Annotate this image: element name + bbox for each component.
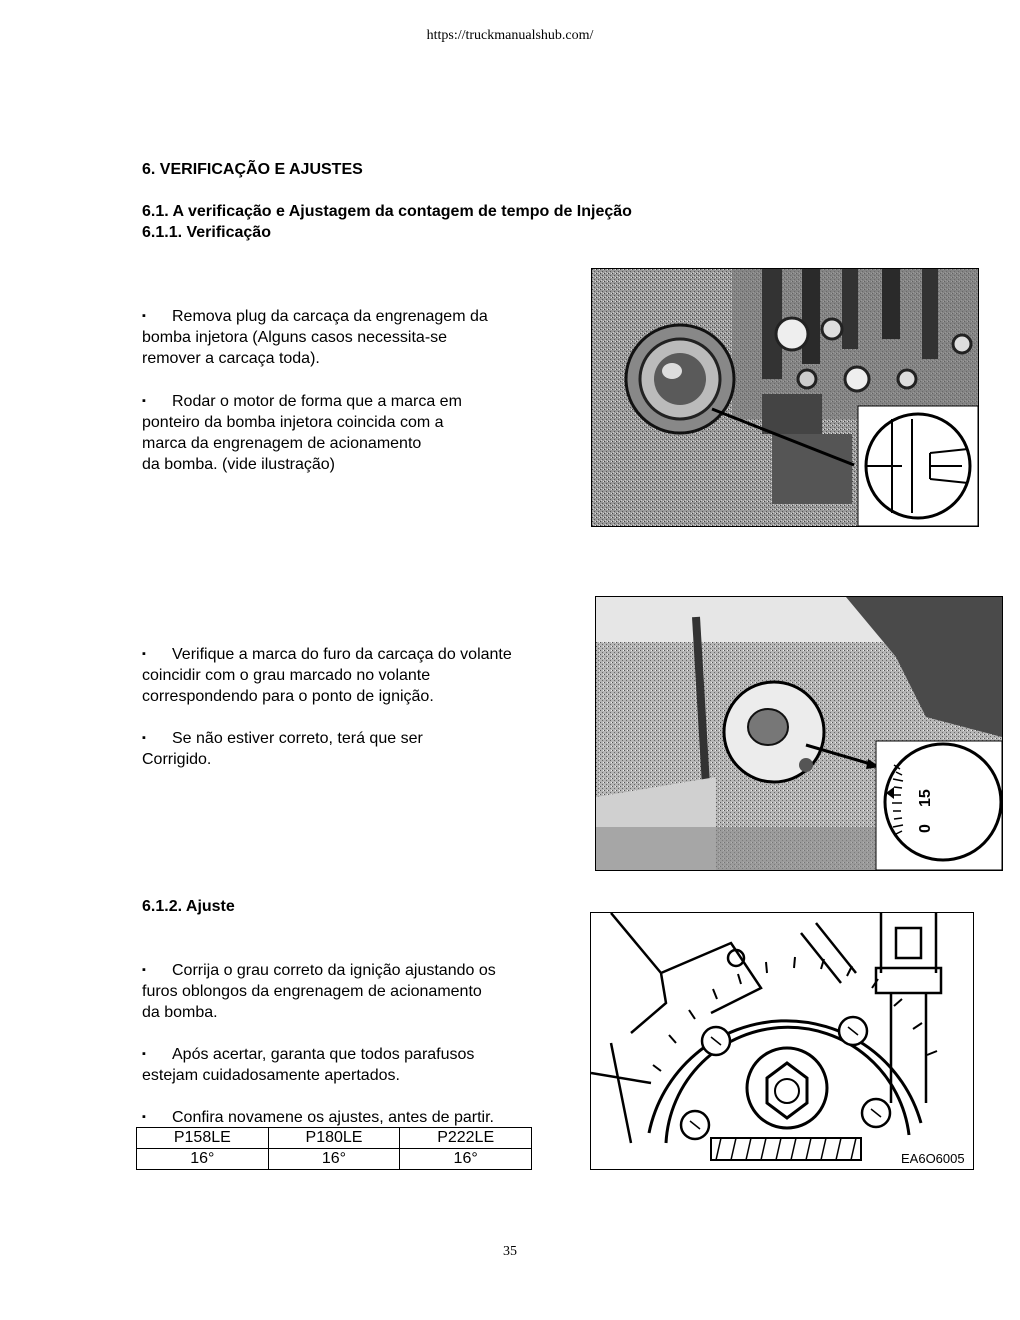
figure-pump-plug bbox=[591, 268, 979, 527]
bullet-text: Verifique a marca do furo da carcaça do volante coincidir com o grau marcado no volante correspondendo para o ponto de ignição. bbox=[142, 646, 512, 705]
header-url: https://truckmanualshub.com/ bbox=[426, 28, 594, 43]
table-header-row bbox=[137, 1128, 532, 1149]
figure-drive-gear bbox=[590, 912, 974, 1170]
verification-bullet-4 bbox=[142, 707, 423, 770]
figure-code: EA6O6005 bbox=[901, 1151, 965, 1166]
page-number: 35 bbox=[503, 1244, 517, 1259]
bullet-marker: ▪ bbox=[142, 395, 146, 407]
scale-label-0: 0 bbox=[917, 824, 934, 833]
bullet-marker: ▪ bbox=[142, 732, 146, 744]
bullet-marker: ▪ bbox=[142, 310, 146, 322]
table-cell: 16° bbox=[268, 1149, 400, 1170]
bullet-text: Rodar o motor de forma que a marca em ponteiro da bomba injetora coincida com a marca da engrenagem de acionamento da bomba. (vide ilustração) bbox=[142, 393, 462, 473]
subsubsection-title: 6.1.1. Verificação bbox=[142, 224, 271, 241]
adjust-bullet-2 bbox=[142, 1023, 474, 1086]
pump-plug-illustration bbox=[592, 269, 978, 526]
bullet-text: Confira novamene os ajustes, antes de partir. bbox=[172, 1109, 494, 1126]
table-cell: 16° bbox=[400, 1149, 532, 1170]
adjust-bullet-3 bbox=[142, 1086, 494, 1128]
timing-table bbox=[136, 1127, 532, 1170]
verification-bullet-3 bbox=[142, 623, 512, 707]
bullet-text: Corrija o grau correto da ignição ajustando os furos oblongos da engrenagem de acionamento da bomba. bbox=[142, 962, 496, 1021]
bullet-text: Após acertar, garanta que todos parafusos estejam cuidadosamente apertados. bbox=[142, 1046, 475, 1084]
drive-gear-illustration bbox=[591, 913, 973, 1169]
verification-bullet-2 bbox=[142, 370, 462, 475]
adjust-bullet-1 bbox=[142, 939, 496, 1023]
adjust-title: 6.1.2. Ajuste bbox=[142, 898, 235, 915]
section-title: 6. VERIFICAÇÃO E AJUSTES bbox=[142, 161, 363, 178]
bullet-text: Se não estiver correto, terá que ser Corrigido. bbox=[142, 730, 423, 768]
table-row bbox=[137, 1149, 532, 1170]
bullet-marker: ▪ bbox=[142, 1048, 146, 1060]
bullet-text: Remova plug da carcaça da engrenagem da bomba injetora (Alguns casos necessita-se remover a carcaça toda). bbox=[142, 308, 488, 367]
table-header-cell: P222LE bbox=[400, 1128, 532, 1149]
verification-bullet-1 bbox=[142, 285, 488, 369]
table-cell: 16° bbox=[137, 1149, 269, 1170]
figure-flywheel-mark bbox=[595, 596, 1003, 871]
bullet-marker: ▪ bbox=[142, 1111, 146, 1123]
bullet-marker: ▪ bbox=[142, 964, 146, 976]
table-header-cell: P180LE bbox=[268, 1128, 400, 1149]
table-header-cell: P158LE bbox=[137, 1128, 269, 1149]
scale-label-15: 15 bbox=[917, 789, 934, 807]
bullet-marker: ▪ bbox=[142, 648, 146, 660]
flywheel-mark-illustration bbox=[596, 597, 1002, 870]
subsection-title: 6.1. A verificação e Ajustagem da contagem de tempo de Injeção bbox=[142, 203, 632, 220]
